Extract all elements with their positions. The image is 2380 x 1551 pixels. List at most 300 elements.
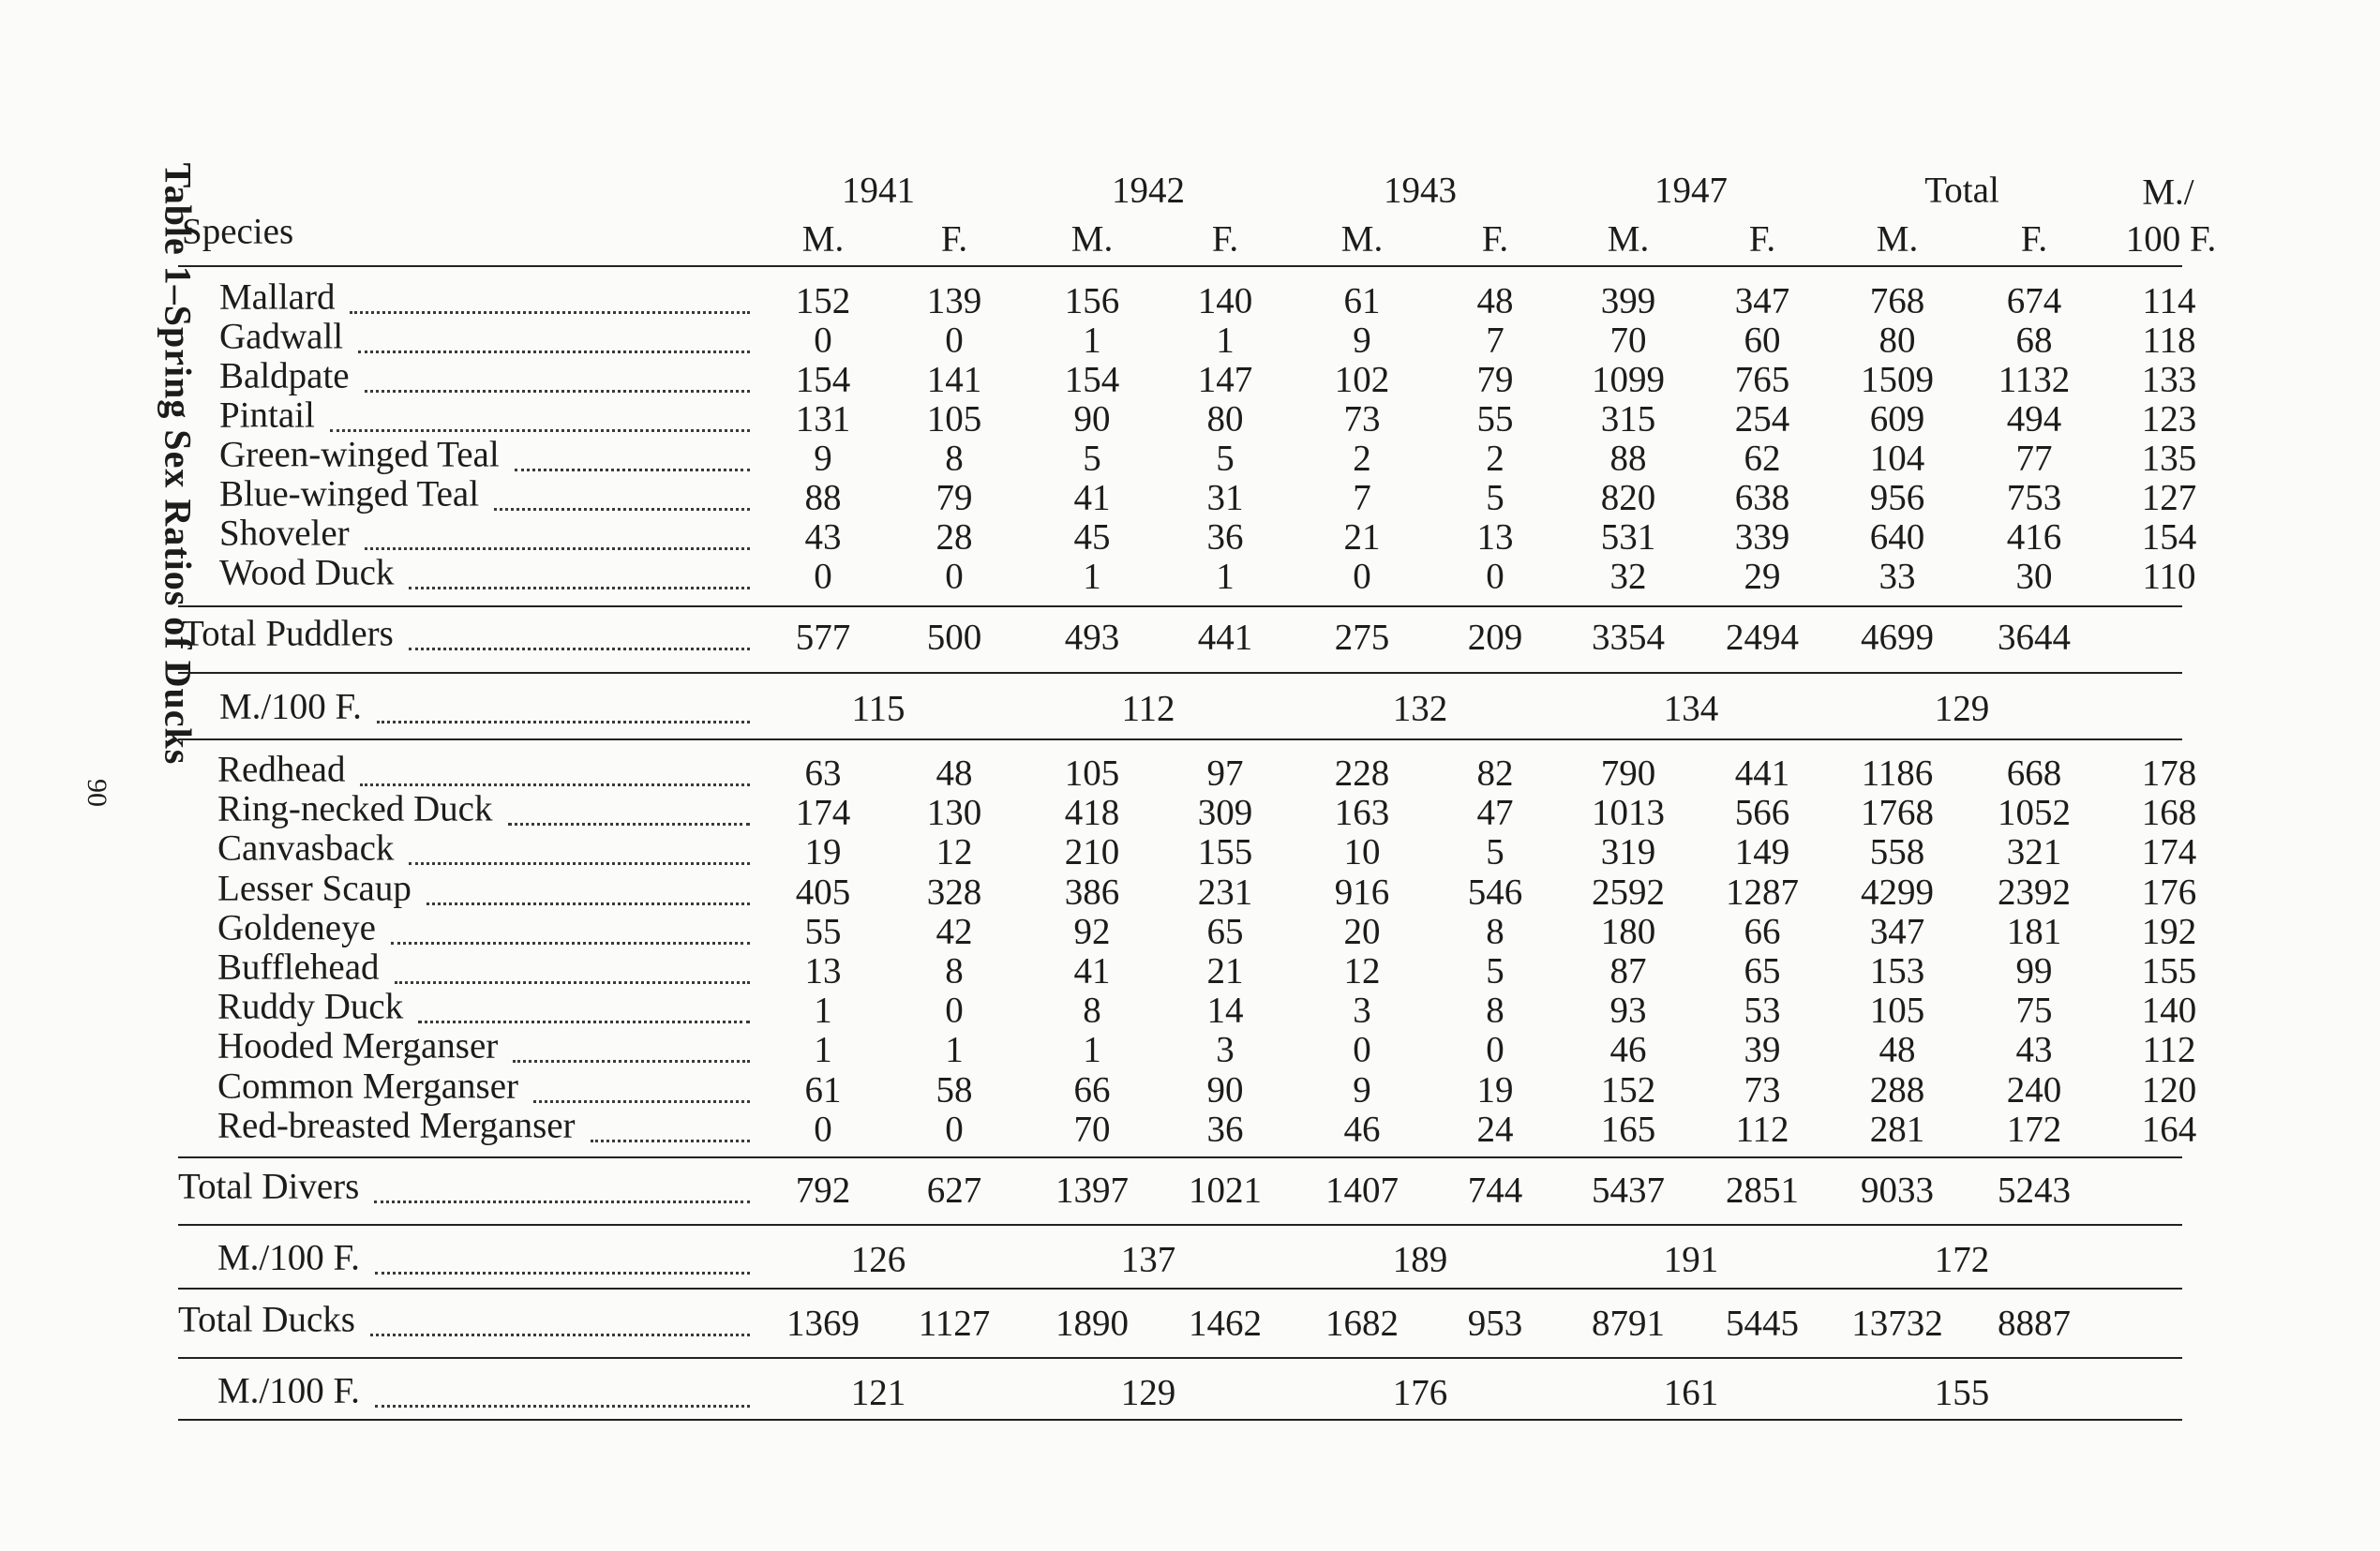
cell-value: 339 [1734,516,1790,558]
male-header: M. [1340,218,1384,260]
cell-value: 60 [1744,320,1781,361]
cell-value: 768 [1869,280,1925,321]
cell-value: 347 [1734,280,1790,321]
cell-value: 61 [1343,280,1381,321]
ratio-value: 134 [1663,688,1719,729]
cell-value: 131 [795,398,851,440]
cell-value: 0 [945,990,964,1031]
cell-value: 1 [1083,320,1101,361]
cell-value: 127 [2141,477,2197,518]
total-value: 1127 [918,1303,991,1344]
cell-value: 288 [1869,1069,1925,1111]
male-header: M. [1070,218,1114,260]
total-value: 3644 [1998,617,2071,658]
cell-value: 99 [2015,950,2053,992]
cell-value: 418 [1064,792,1120,833]
total-value: 2494 [1726,617,1799,658]
cell-value: 104 [1869,438,1925,479]
cell-value: 73 [1744,1069,1781,1111]
cell-value: 386 [1064,872,1120,913]
cell-value: 77 [2015,438,2053,479]
cell-value: 152 [1600,1069,1656,1111]
cell-value: 24 [1476,1109,1514,1150]
cell-value: 168 [2141,792,2197,833]
species-name: Gadwall [219,316,344,357]
cell-value: 1509 [1861,359,1934,400]
cell-value: 1052 [1998,792,2071,833]
cell-value: 0 [1353,1029,1371,1070]
cell-value: 43 [2015,1029,2053,1070]
cell-value: 531 [1600,516,1656,558]
cell-value: 149 [1734,831,1790,872]
total-value: 500 [926,617,982,658]
dot-leader [513,1060,750,1063]
cell-value: 172 [2006,1109,2062,1150]
cell-value: 21 [1343,516,1381,558]
ratio-value: 161 [1663,1372,1719,1413]
cell-value: 405 [795,872,851,913]
cell-value: 0 [945,556,964,597]
cell-value: 30 [2015,556,2053,597]
cell-value: 31 [1206,477,1244,518]
cell-value: 494 [2006,398,2062,440]
dot-leader [370,1334,750,1336]
ratio-value: 115 [851,688,906,729]
cell-value: 180 [1600,911,1656,952]
female-header: F. [1481,218,1509,260]
rule-line [178,1357,2182,1359]
cell-value: 1 [814,990,832,1031]
cell-value: 8 [1486,911,1504,952]
table-title: Table 1–Spring Sex Ratios of Ducks [157,162,200,766]
species-name: Green-winged Teal [219,434,500,475]
cell-value: 153 [1869,950,1925,992]
cell-value: 0 [814,320,832,361]
cell-value: 92 [1073,911,1111,952]
cell-value: 61 [804,1069,842,1111]
total-value: 1021 [1189,1170,1262,1211]
species-name: Wood Duck [219,552,395,593]
species-name: Common Merganser [217,1066,518,1107]
total-label: Total Divers [178,1166,360,1207]
cell-value: 70 [1073,1109,1111,1150]
cell-value: 120 [2141,1069,2197,1111]
ratio-value: 176 [1392,1372,1448,1413]
rule-line [178,672,2182,674]
total-value: 577 [795,617,851,658]
cell-value: 123 [2141,398,2197,440]
total-value: 275 [1334,617,1390,658]
cell-value: 156 [1064,280,1120,321]
total-value: 441 [1197,617,1253,658]
cell-value: 2592 [1592,872,1665,913]
cell-value: 5 [1216,438,1235,479]
dot-leader [591,1140,750,1142]
cell-value: 110 [2142,556,2196,597]
cell-value: 765 [1734,359,1790,400]
cell-value: 43 [804,516,842,558]
cell-value: 88 [804,477,842,518]
species-name: Ring-necked Duck [217,788,493,829]
ratio-value: 172 [1934,1239,1990,1280]
cell-value: 32 [1609,556,1647,597]
cell-value: 65 [1744,950,1781,992]
species-name: Ruddy Duck [217,986,404,1027]
cell-value: 53 [1744,990,1781,1031]
cell-value: 399 [1600,280,1656,321]
dot-leader [377,721,750,723]
female-header: F. [2020,218,2048,260]
year-header: 1942 [1112,170,1185,211]
cell-value: 178 [2141,753,2197,794]
cell-value: 13 [1476,516,1514,558]
cell-value: 315 [1600,398,1656,440]
year-header: Total [1924,170,1999,211]
cell-value: 8 [945,438,964,479]
rule-line [178,1156,2182,1158]
species-name: Blue-winged Teal [219,473,480,515]
cell-value: 46 [1609,1029,1647,1070]
cell-value: 105 [926,398,982,440]
cell-value: 62 [1744,438,1781,479]
total-value: 5445 [1726,1303,1799,1344]
species-name: Goldeneye [217,907,376,948]
male-header: M. [801,218,845,260]
cell-value: 12 [1343,950,1381,992]
cell-value: 753 [2006,477,2062,518]
cell-value: 416 [2006,516,2062,558]
cell-value: 174 [795,792,851,833]
cell-value: 66 [1744,911,1781,952]
species-name: Hooded Merganser [217,1025,499,1066]
rule-line [178,605,2182,607]
total-value: 5437 [1592,1170,1665,1211]
cell-value: 668 [2006,753,2062,794]
cell-value: 347 [1869,911,1925,952]
cell-value: 48 [1476,280,1514,321]
cell-value: 66 [1073,1069,1111,1111]
species-name: Baldpate [219,355,350,396]
total-value: 953 [1467,1303,1523,1344]
cell-value: 281 [1869,1109,1925,1150]
male-header: M. [1607,218,1650,260]
cell-value: 36 [1206,1109,1244,1150]
ratio-value: 189 [1392,1239,1448,1280]
cell-value: 328 [926,872,982,913]
dot-leader [395,981,750,984]
total-value: 1682 [1325,1303,1399,1344]
cell-value: 46 [1343,1109,1381,1150]
page-number: 90 [82,779,112,807]
cell-value: 0 [1486,556,1504,597]
total-value: 744 [1467,1170,1523,1211]
ratio-label: M./100 F. [217,1237,360,1278]
rule-line [178,1224,2182,1226]
ratio-label: M./100 F. [219,686,362,727]
cell-value: 0 [814,556,832,597]
ratio-value: 129 [1120,1372,1176,1413]
cell-value: 441 [1734,753,1790,794]
cell-value: 1 [1083,556,1101,597]
cell-value: 558 [1869,831,1925,872]
total-label: Total Puddlers [182,613,394,654]
ratio-value: 129 [1934,688,1990,729]
cell-value: 141 [926,359,982,400]
cell-value: 79 [936,477,973,518]
cell-value: 29 [1744,556,1781,597]
cell-value: 70 [1609,320,1647,361]
cell-value: 10 [1343,831,1381,872]
total-value: 1397 [1055,1170,1129,1211]
cell-value: 39 [1744,1029,1781,1070]
cell-value: 12 [936,831,973,872]
cell-value: 1099 [1592,359,1665,400]
cell-value: 8 [945,950,964,992]
cell-value: 133 [2141,359,2197,400]
cell-value: 33 [1879,556,1916,597]
cell-value: 48 [936,753,973,794]
dot-leader [515,469,750,471]
cell-value: 68 [2015,320,2053,361]
total-value: 1369 [786,1303,860,1344]
cell-value: 9 [1353,1069,1371,1111]
total-value: 13732 [1851,1303,1943,1344]
cell-value: 135 [2141,438,2197,479]
cell-value: 1287 [1726,872,1799,913]
cell-value: 112 [1735,1109,1789,1150]
cell-value: 4299 [1861,872,1934,913]
cell-value: 820 [1600,477,1656,518]
year-header: 1941 [842,170,915,211]
cell-value: 80 [1206,398,1244,440]
cell-value: 90 [1206,1069,1244,1111]
cell-value: 80 [1879,320,1916,361]
cell-value: 609 [1869,398,1925,440]
cell-value: 228 [1334,753,1390,794]
female-header: F. [1748,218,1776,260]
year-header: 1947 [1654,170,1728,211]
species-name: Red-breasted Merganser [217,1105,576,1146]
cell-value: 154 [1064,359,1120,400]
species-name: Redhead [217,749,346,790]
cell-value: 88 [1609,438,1647,479]
cell-value: 7 [1486,320,1504,361]
cell-value: 147 [1197,359,1253,400]
cell-value: 309 [1197,792,1253,833]
cell-value: 5 [1486,950,1504,992]
cell-value: 140 [2141,990,2197,1031]
rule-line [178,738,2182,740]
total-value: 493 [1064,617,1120,658]
ratio-value: 121 [850,1372,906,1413]
cell-value: 674 [2006,280,2062,321]
cell-value: 105 [1869,990,1925,1031]
total-label: Total Ducks [178,1299,355,1340]
cell-value: 0 [1353,556,1371,597]
cell-value: 139 [926,280,982,321]
cell-value: 566 [1734,792,1790,833]
species-name: Mallard [219,276,336,318]
cell-value: 1768 [1861,792,1934,833]
species-name: Shoveler [219,513,350,554]
cell-value: 790 [1600,753,1656,794]
cell-value: 5 [1486,477,1504,518]
total-value: 792 [795,1170,851,1211]
cell-value: 21 [1206,950,1244,992]
dot-leader [508,823,751,826]
cell-value: 20 [1343,911,1381,952]
cell-value: 9 [814,438,832,479]
cell-value: 0 [814,1109,832,1150]
cell-value: 155 [2141,950,2197,992]
cell-value: 2 [1486,438,1504,479]
cell-value: 192 [2141,911,2197,952]
cell-value: 165 [1600,1109,1656,1150]
cell-value: 2 [1353,438,1371,479]
cell-value: 36 [1206,516,1244,558]
cell-value: 65 [1206,911,1244,952]
cell-value: 0 [1486,1029,1504,1070]
cell-value: 2392 [1998,872,2071,913]
cell-value: 1 [814,1029,832,1070]
cell-value: 48 [1879,1029,1916,1070]
cell-value: 1132 [1998,359,2071,400]
dot-leader [409,862,750,865]
cell-value: 130 [926,792,982,833]
dot-leader [409,587,750,589]
cell-value: 41 [1073,950,1111,992]
dot-leader [365,547,750,550]
cell-value: 916 [1334,872,1390,913]
cell-value: 9 [1353,320,1371,361]
cell-value: 956 [1869,477,1925,518]
species-name: Canvasback [217,828,395,869]
cell-value: 3 [1216,1029,1235,1070]
cell-value: 58 [936,1069,973,1111]
cell-value: 321 [2006,831,2062,872]
cell-value: 79 [1476,359,1514,400]
cell-value: 1186 [1861,753,1934,794]
rule-line [178,265,2182,267]
cell-value: 114 [2142,280,2196,321]
cell-value: 118 [2142,320,2196,361]
cell-value: 154 [795,359,851,400]
cell-value: 231 [1197,872,1253,913]
cell-value: 152 [795,280,851,321]
cell-value: 240 [2006,1069,2062,1111]
female-header: F. [940,218,968,260]
cell-value: 140 [1197,280,1253,321]
dot-leader [358,350,750,353]
cell-value: 8 [1083,990,1101,1031]
dot-leader [375,1405,750,1408]
ratio-header-top: M./ [2142,172,2194,213]
cell-value: 105 [1064,753,1120,794]
cell-value: 14 [1206,990,1244,1031]
cell-value: 112 [2142,1029,2196,1070]
dot-leader [494,508,750,511]
cell-value: 154 [2141,516,2197,558]
cell-value: 102 [1334,359,1390,400]
cell-value: 1 [1083,1029,1101,1070]
cell-value: 1 [1216,320,1235,361]
species-name: Lesser Scaup [217,868,412,909]
ratio-value: 155 [1934,1372,1990,1413]
ratio-value: 112 [1121,688,1175,729]
cell-value: 63 [804,753,842,794]
total-value: 3354 [1592,617,1665,658]
total-value: 2851 [1726,1170,1799,1211]
total-value: 5243 [1998,1170,2071,1211]
cell-value: 5 [1083,438,1101,479]
ratio-label: M./100 F. [217,1370,360,1411]
total-value: 1462 [1189,1303,1262,1344]
cell-value: 19 [1476,1069,1514,1111]
total-value: 1890 [1055,1303,1129,1344]
cell-value: 254 [1734,398,1790,440]
ratio-value: 191 [1663,1239,1719,1280]
total-value: 1407 [1325,1170,1399,1211]
dot-leader [409,648,750,650]
cell-value: 0 [945,1109,964,1150]
cell-value: 90 [1073,398,1111,440]
dot-leader [360,783,750,786]
total-value: 4699 [1861,617,1934,658]
cell-value: 97 [1206,753,1244,794]
total-value: 8887 [1998,1303,2071,1344]
total-value: 209 [1467,617,1523,658]
cell-value: 155 [1197,831,1253,872]
total-value: 627 [926,1170,982,1211]
cell-value: 1013 [1592,792,1665,833]
cell-value: 45 [1073,516,1111,558]
dot-leader [374,1201,750,1203]
cell-value: 3 [1353,990,1371,1031]
cell-value: 210 [1064,831,1120,872]
cell-value: 174 [2141,831,2197,872]
cell-value: 47 [1476,792,1514,833]
cell-value: 5 [1486,831,1504,872]
cell-value: 0 [945,320,964,361]
cell-value: 19 [804,831,842,872]
cell-value: 93 [1609,990,1647,1031]
cell-value: 7 [1353,477,1371,518]
dot-leader [533,1100,750,1103]
cell-value: 55 [804,911,842,952]
cell-value: 8 [1486,990,1504,1031]
cell-value: 1 [1216,556,1235,597]
rule-line [178,1419,2182,1421]
cell-value: 87 [1609,950,1647,992]
dot-leader [350,311,750,314]
cell-value: 28 [936,516,973,558]
rule-line [178,1288,2182,1290]
cell-value: 163 [1334,792,1390,833]
species-name: Bufflehead [217,947,380,988]
cell-value: 13 [804,950,842,992]
dot-leader [391,942,750,945]
dot-leader [427,902,750,905]
male-header: M. [1876,218,1919,260]
dot-leader [330,429,750,432]
ratio-value: 132 [1392,688,1448,729]
dot-leader [365,390,750,393]
species-name: Pintail [219,395,315,436]
cell-value: 176 [2141,872,2197,913]
ratio-header-bottom: 100 F. [2125,218,2217,260]
cell-value: 164 [2141,1109,2197,1150]
cell-value: 82 [1476,753,1514,794]
